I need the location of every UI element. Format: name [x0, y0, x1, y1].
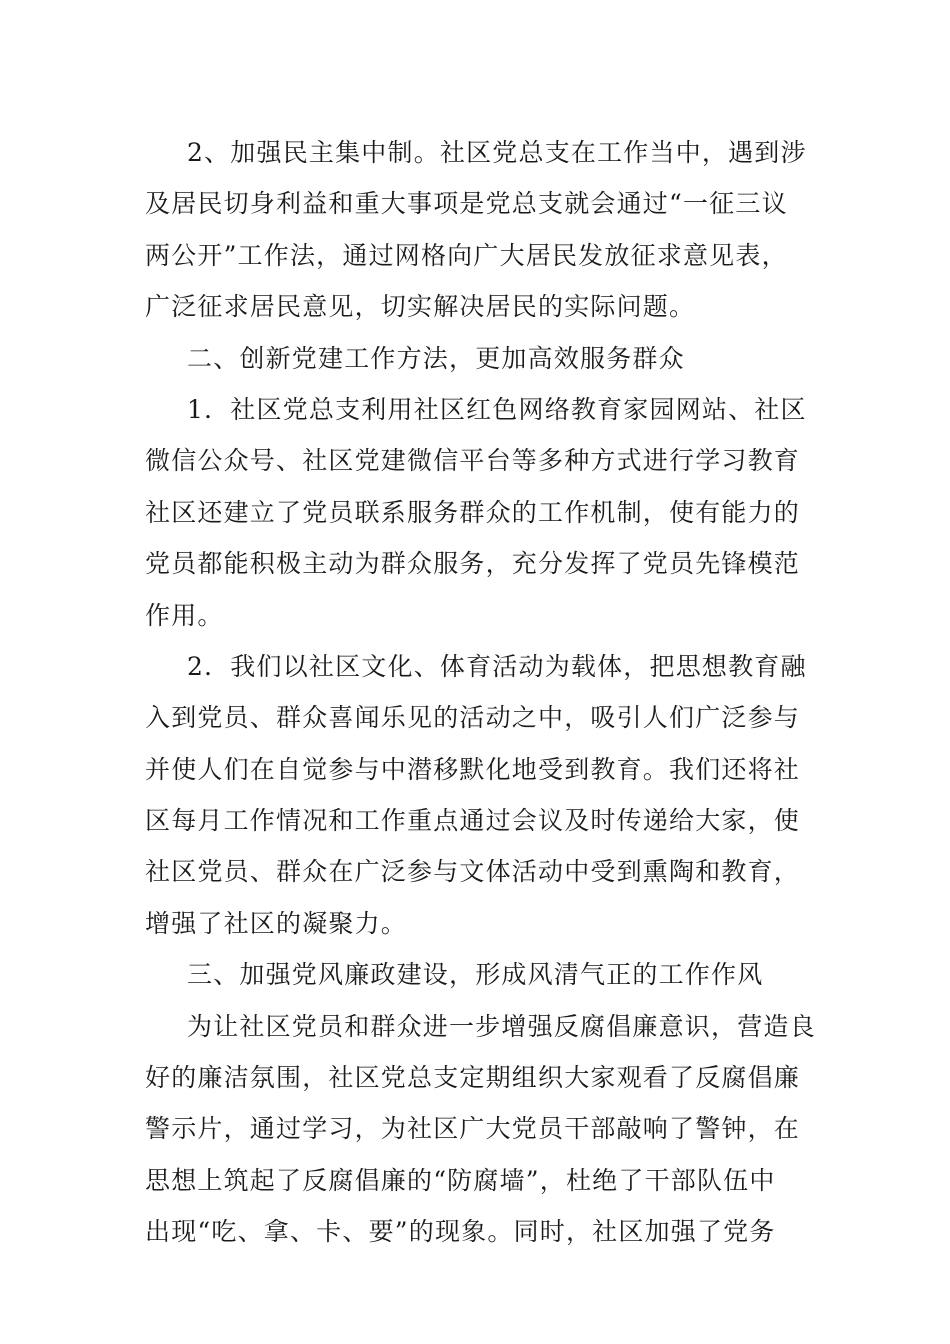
section-heading: 二、创新党建工作方法，更加高效服务群众: [187, 343, 685, 373]
text-line: 增强了社区的凝聚力。: [145, 908, 408, 938]
text-line: 1．社区党总支利用社区红色网络教育家园网站、社区: [187, 394, 807, 424]
text-line: 并使人们在自觉参与中潜移默化地受到教育。我们还将社: [145, 754, 801, 784]
text-line: 区每月工作情况和工作重点通过会议及时传递给大家，使: [145, 806, 801, 836]
text-line: 2．我们以社区文化、体育活动为载体，把思想教育融: [187, 651, 807, 681]
text-line: 出现“吃、拿、卡、要”的现象。同时，社区加强了党务: [145, 1217, 776, 1247]
text-line: 2、加强民主集中制。社区党总支在工作当中，遇到涉: [187, 138, 807, 167]
text-line: 好的廉洁氛围，社区党总支定期组织大家观看了反腐倡廉: [145, 1063, 801, 1093]
document-body: [145, 127, 816, 1258]
text-line: 社区还建立了党员联系服务群众的工作机制，使有能力的: [145, 497, 801, 527]
text-line: 广泛征求居民意见，切实解决居民的实际问题。: [145, 292, 696, 322]
text-line: 作用。: [145, 600, 224, 630]
text-line: 入到党员、群众喜闻乐见的活动之中，吸引人们广泛参与: [145, 703, 801, 733]
text-line: 党员都能积极主动为群众服务，充分发挥了党员先锋模范: [145, 549, 801, 579]
section-heading: 三、加强党风廉政建设，形成风清气正的工作作风: [187, 960, 764, 990]
text-line: 为让社区党员和群众进一步增强反腐倡廉意识，营造良: [187, 1011, 816, 1041]
text-line: 警示片，通过学习，为社区广大党员干部敲响了警钟，在: [145, 1114, 801, 1144]
text-line: 思想上筑起了反腐倡廉的“防腐墙”，杜绝了干部队伍中: [145, 1165, 776, 1195]
text-line: 两公开”工作法，通过网格向广大居民发放征求意见表，: [145, 240, 788, 270]
text-line: 社区党员、群众在广泛参与文体活动中受到熏陶和教育，: [145, 857, 801, 887]
text-line: 及居民切身利益和重大事项是党总支就会通过“一征三议: [145, 189, 788, 219]
text-line: 微信公众号、社区党建微信平台等多种方式进行学习教育: [145, 446, 801, 476]
